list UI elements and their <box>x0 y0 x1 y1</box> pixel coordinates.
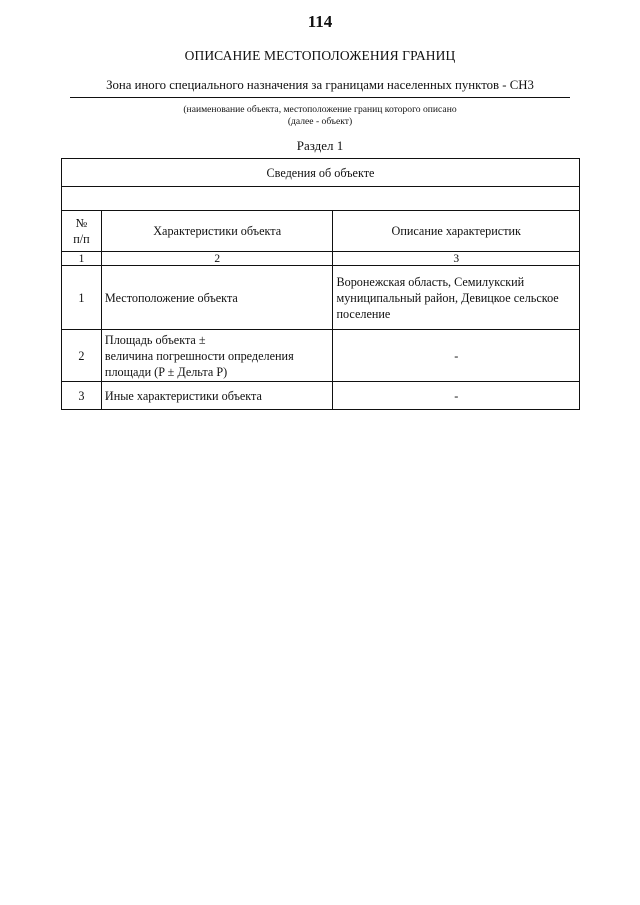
header-number-line-2: п/п <box>73 232 90 246</box>
table-title-row <box>62 159 580 187</box>
row-number: 3 <box>62 382 102 410</box>
table-blank-cell <box>62 187 580 211</box>
caption-line-2: (далее - объект) <box>287 116 353 127</box>
caption-line-1: (наименование объекта, местоположение границ которого описано <box>183 104 457 115</box>
section-title: Раздел 1 <box>296 138 344 153</box>
header-number <box>62 211 102 252</box>
row-description <box>333 330 580 382</box>
column-index-2: 2 <box>101 252 333 266</box>
row-number: 2 <box>62 330 102 382</box>
row-characteristic-line: площади (P ± Дельта P) <box>104 364 228 379</box>
object-name: Зона иного специального назначения за границами населенных пунктов - СН3 <box>70 78 570 98</box>
row-characteristic <box>101 382 333 410</box>
column-index-3: 3 <box>333 252 580 266</box>
table-row <box>62 330 580 382</box>
column-index-1: 1 <box>62 252 102 266</box>
row-description-line: муниципальный район, Девицкое сельское <box>336 290 559 305</box>
row-number: 1 <box>62 266 102 330</box>
row-description <box>333 382 580 410</box>
object-caption <box>70 104 570 128</box>
row-characteristic-line: Местоположение объекта <box>104 290 238 305</box>
page-number: 114 <box>307 12 333 31</box>
header-characteristic: Характеристики объекта <box>101 211 333 252</box>
row-description-line: - <box>454 348 459 363</box>
table-row <box>62 266 580 330</box>
row-description <box>333 266 580 330</box>
column-index-row <box>62 252 580 266</box>
table-blank-row <box>62 187 580 211</box>
row-characteristic-line: величина погрешности определения <box>104 348 294 363</box>
document-title: ОПИСАНИЕ МЕСТОПОЛОЖЕНИЯ ГРАНИЦ <box>184 48 456 63</box>
row-characteristic <box>101 330 333 382</box>
row-description-line: Воронежская область, Семилукский <box>336 274 525 289</box>
row-characteristic <box>101 266 333 330</box>
table-title: Сведения об объекте <box>62 159 580 187</box>
table-header-row <box>62 211 580 252</box>
header-number-line-1: № <box>75 216 88 230</box>
header-description: Описание характеристик <box>333 211 580 252</box>
row-description-line: поселение <box>336 306 391 321</box>
row-characteristic-line: Иные характеристики объекта <box>104 388 262 403</box>
object-info-table <box>61 158 580 410</box>
row-description-line: - <box>454 388 459 403</box>
table-row <box>62 382 580 410</box>
row-characteristic-line: Площадь объекта ± <box>104 332 206 347</box>
